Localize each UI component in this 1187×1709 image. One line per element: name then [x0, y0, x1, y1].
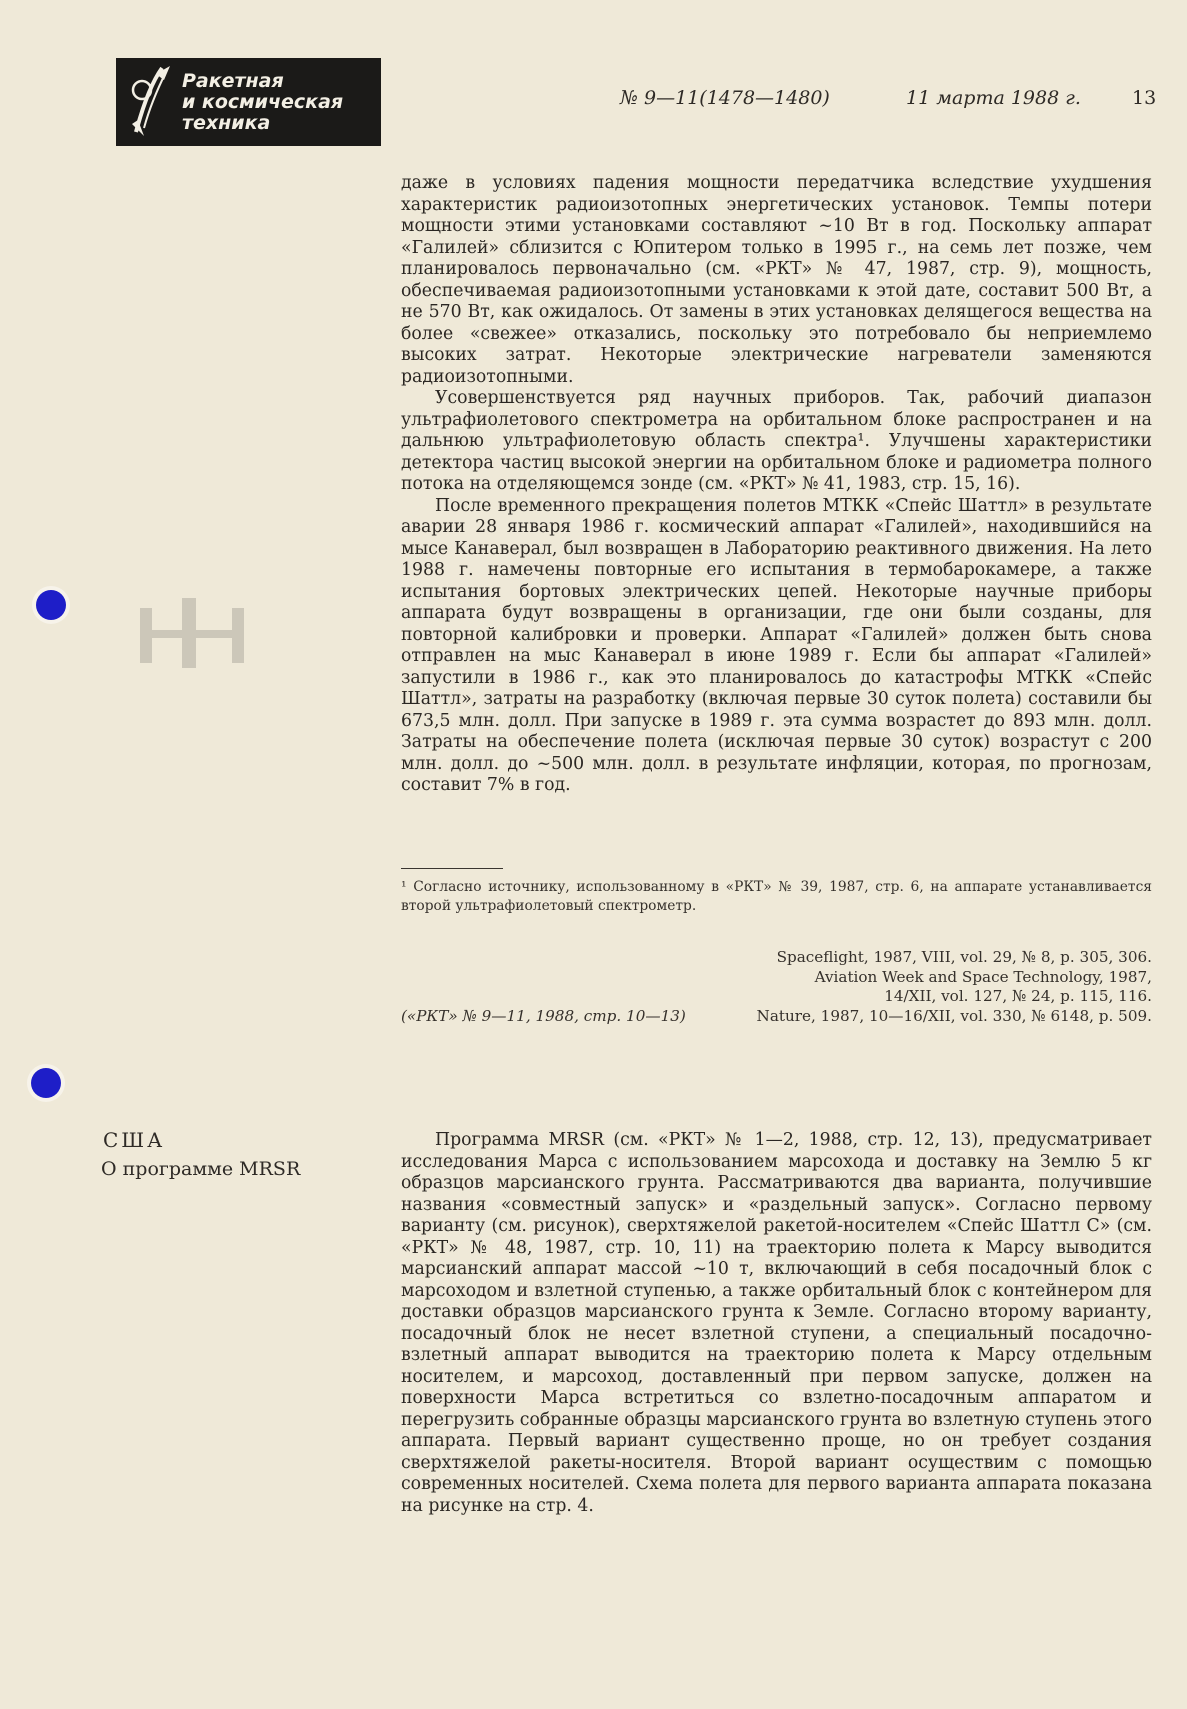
- punch-hole: [31, 1068, 61, 1098]
- reference-text: Nature, 1987, 10—16/XII, vol. 330, № 6148, p. 509.: [756, 1006, 1152, 1025]
- paragraph: Программа MRSR (см. «РКТ» № 1—2, 1988, стр. 12, 13), предусматривает исследования Марса с использованием марсохода и доставку на Землю 5 кг образцов марсианского грунта. Рассматриваются два варианта, получившие названия «совместный запуск» и «раздельный запуск». Согласно первому варианту (см. рисунок), сверхтяжелой ракетой-носителем «Спейс Шаттл С» (см. «РКТ» № 48, 1987, стр. 10, 11) на траекторию полета к Марсу выводится марсианский аппарат массой ~10 т, включающий в себя посадочный блок с марсоходом и взлетной ступенью, а также орбитальный блок с контейнером для доставки образцов марсианского грунта к Земле. Согласно второму варианту, посадочный блок не несет взлетной ступени, а специальный посадочно-взлетный аппарат выводится на траекторию полета к Марсу отдельным носителем, и марсоход, доставленный при первом запуске, должен на поверхности Марса встретиться со взлетно-посадочным аппаратом и перегрузить собранные образцы марсианского грунта во взлетную ступень этого аппарата. Первый вариант существенно проще, но он требует создания сверхтяжелой ракеты-носителя. Второй вариант осуществим с помощью современных носителей. Схема полета для первого варианта аппарата показана на рисунке на стр. 4.: [401, 1130, 1152, 1516]
- logo-line-3: техника: [182, 111, 271, 134]
- page-number: 13: [1132, 87, 1157, 109]
- paragraph: После временного прекращения полетов МТКК «Спейс Шаттл» в результате аварии 28 января 1986 г. космический аппарат «Галилей», находившийся на мысе Канаверал, был возвращен в Лабораторию реактивного движения. На лето 1988 г. намечены повторные его испытания в термобарокамере, а также испытания бортовых электрических цепей. Некоторые научные приборы аппарата будут возвращены в организации, где они были созданы, для повторной калибровки и проверки. Аппарат «Галилей» должен быть снова отправлен на мыс Канаверал в июне 1989 г. Если бы аппарат «Галилей» запустили в 1986 г., как это планировалось до катастрофы МТКК «Спейс Шаттл», затраты на разработку (включая первые 30 суток полета) составили бы 673,5 млн. долл. При запуске в 1989 г. эта сумма возрастет до 893 млн. долл. Затраты на обеспечение полета (исключая первые 30 суток) возрастут с 200 млн. долл. до ~500 млн. долл. в результате инфляции, которая, по прогнозам, составит 7% в год.: [401, 495, 1152, 795]
- reference-line: Aviation Week and Space Technology, 1987,: [814, 967, 1152, 986]
- reference-line: 14/XII, vol. 127, № 24, p. 115, 116.: [884, 987, 1152, 1005]
- bleed-through-mark: [132, 588, 272, 688]
- paragraph: даже в условиях падения мощности передатчика вследствие ухудшения характеристик радиоизотопных энергетических установок. Темпы потери мощности этими установками составляют ~10 Вт в год. Поскольку аппарат «Галилей» сблизится с Юпитером только в 1995 г., на семь лет позже, чем планировалось первоначально (см. «РКТ» № 47, 1987, стр. 9), мощность, обеспечиваемая радиоизотопными установками к этой дате, составит 500 Вт, а не 570 Вт, как ожидалось. От замены в этих установках делящегося вещества на более «свежее» отказались, поскольку это потребовало бы неприемлемо высоких затрат. Некоторые электрические нагреватели заменяются радиоизотопными.: [401, 173, 1152, 387]
- issue-number: № 9—11(1478—1480): [620, 87, 830, 109]
- footnote: ¹ Согласно источнику, использованному в «РКТ» № 39, 1987, стр. 6, на аппарате устанавливается второй ультрафиолетовый спектрометр.: [401, 879, 1152, 914]
- reference-line: Spaceflight, 1987, VIII, vol. 29, № 8, p. 305, 306.: [776, 948, 1152, 966]
- reference-line: [401, 1007, 1152, 1027]
- references: [401, 948, 1152, 1026]
- rocket-icon: [122, 62, 180, 142]
- logo-title: [182, 71, 343, 134]
- article-continued-body: [401, 173, 1152, 797]
- paragraph: Усовершенствуется ряд научных приборов. Так, рабочий диапазон ультрафиолетового спектрометра на орбитальном блоке распространен и на дальнюю ультрафиолетовую область спектра¹. Улучшены характеристики детектора частиц высокой энергии на орбитальном блоке и радиометра полного потока на отделяющемся зонде (см. «РКТ» № 41, 1983, стр. 15, 16).: [401, 388, 1152, 494]
- punch-hole: [36, 590, 66, 620]
- journal-logo: [116, 58, 381, 146]
- citation: («РКТ» № 9—11, 1988, стр. 10—13): [401, 1006, 686, 1025]
- section-country: США: [103, 1128, 166, 1152]
- footnote-divider: [401, 868, 503, 869]
- section-topic: О программе MRSR: [101, 1158, 301, 1180]
- logo-line-2: и космическая: [182, 90, 344, 113]
- logo-line-1: Ракетная: [182, 69, 284, 92]
- issue-date: 11 марта 1988 г.: [906, 87, 1081, 109]
- mrsr-article-body: [401, 1130, 1152, 1517]
